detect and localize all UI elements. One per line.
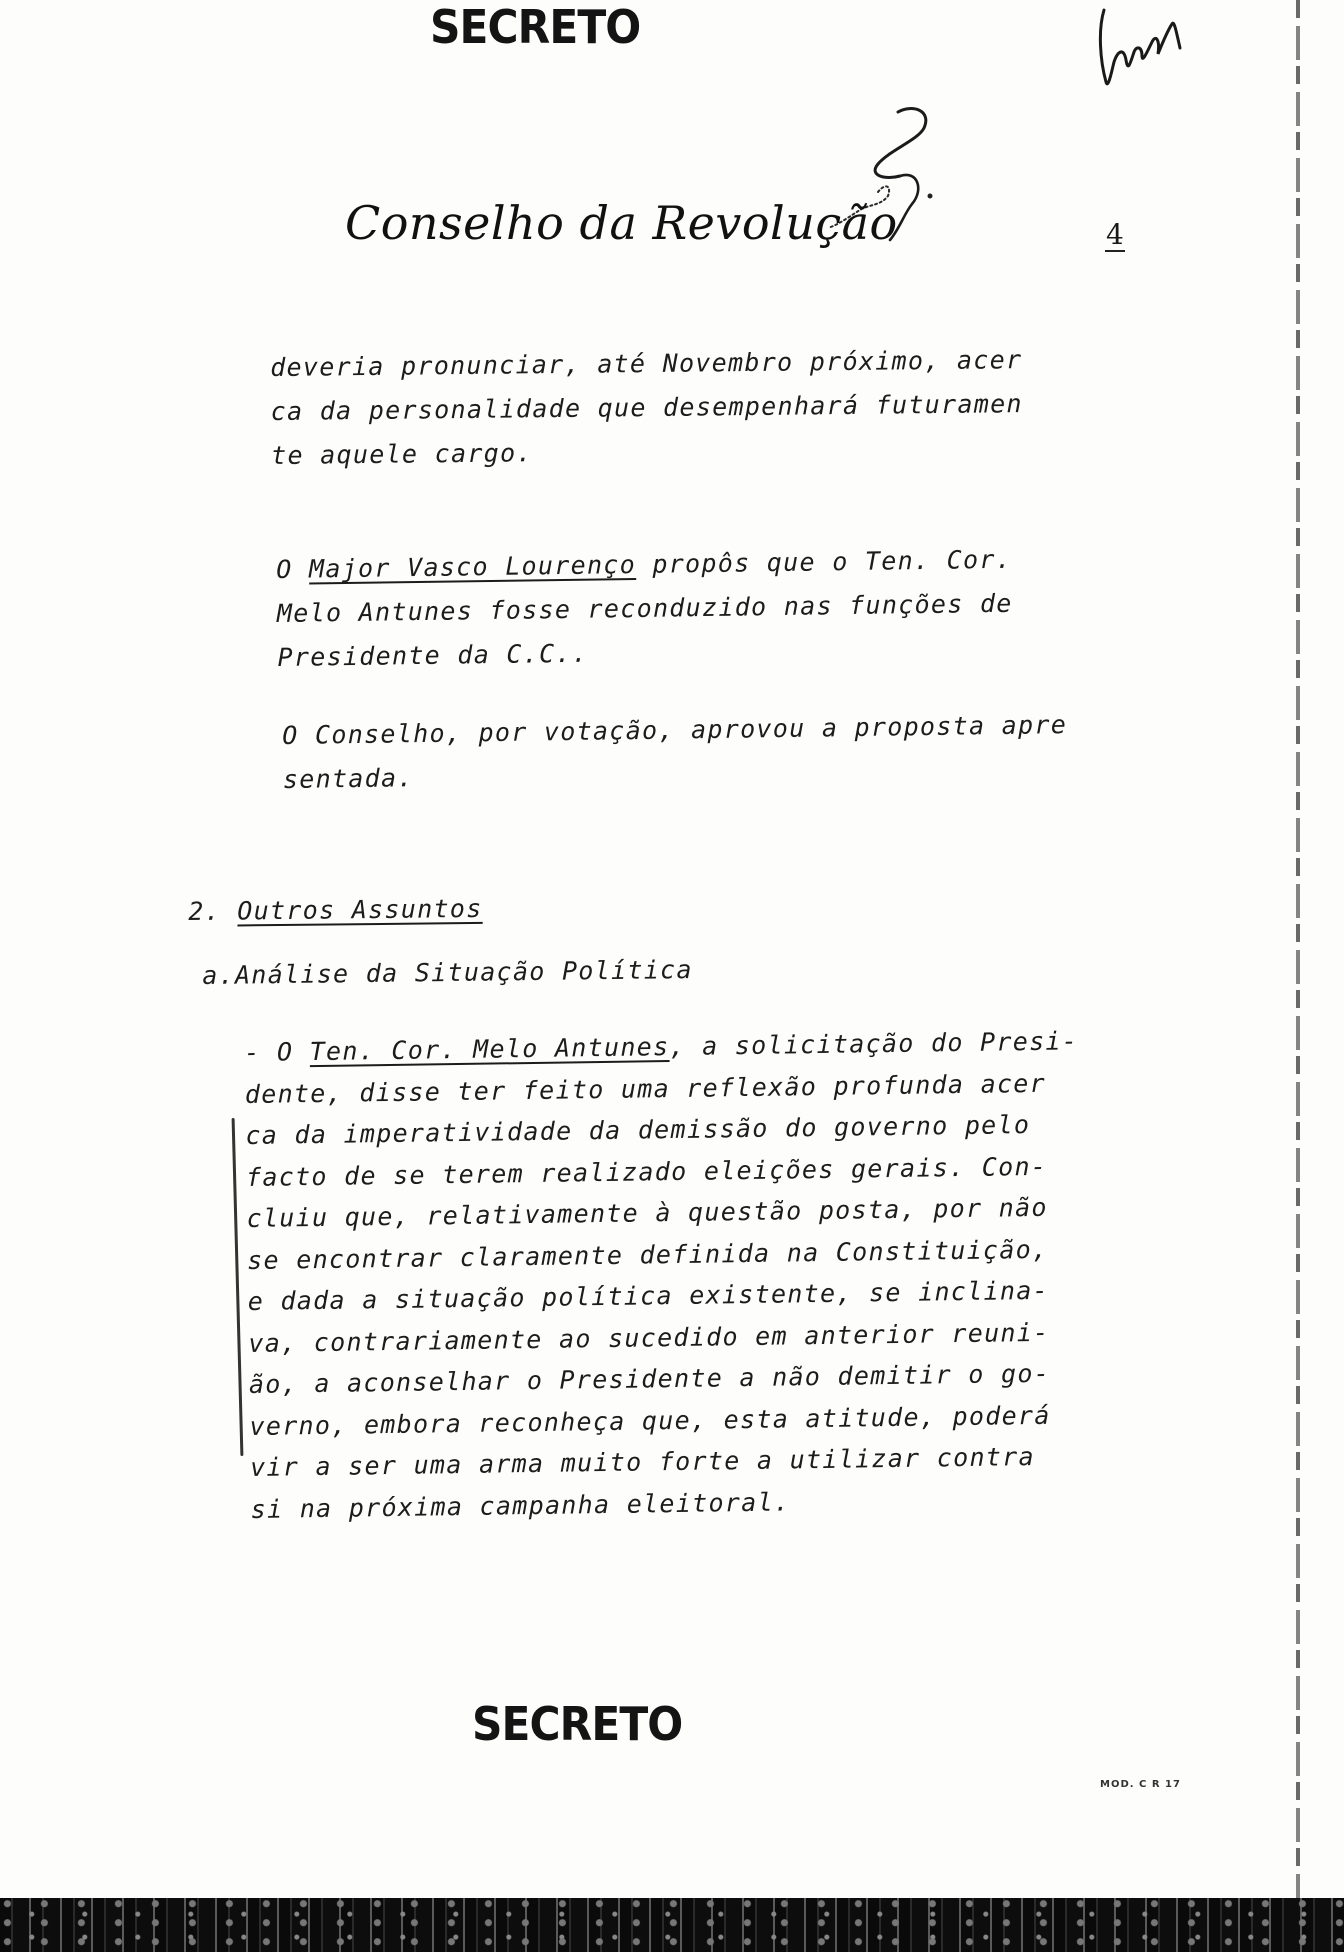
text-line: sentada. xyxy=(282,763,414,794)
text-line: a.Análise da Situação Política xyxy=(202,955,693,990)
scan-edge-artifact xyxy=(1296,0,1300,1900)
text-line: cluiu que, relativamente à questão posta, por não xyxy=(246,1192,1048,1233)
text-line: te aquele cargo. xyxy=(270,438,533,470)
form-code: MOD. C R 17 xyxy=(1100,1779,1181,1790)
text-line: si na próxima campanha eleitoral. xyxy=(250,1486,791,1524)
underlined-name: Major Vasco Lourenço xyxy=(308,549,637,584)
section-heading xyxy=(188,887,483,934)
paragraph-proposal xyxy=(276,538,1014,680)
council-letterhead: Conselho da Revolução xyxy=(345,196,898,250)
text-line: vir a ser uma arma muito forte a utilizar contra xyxy=(249,1442,1036,1482)
paragraph-analysis xyxy=(244,1020,1085,1530)
scan-bottom-noise xyxy=(0,1898,1344,1952)
handwritten-initials-signature xyxy=(1090,0,1200,110)
handwritten-margin-line xyxy=(232,1118,244,1456)
text-line: dente, disse ter feito uma reflexão profunda acer xyxy=(244,1068,1047,1109)
classification-stamp-bottom: SECRETO xyxy=(472,1697,683,1751)
text-fragment: propôs que o Ten. Cor. xyxy=(635,544,1013,579)
classification-stamp-top: SECRETO xyxy=(430,0,641,54)
text-line: va, contrariamente ao sucedido em anterior reuni- xyxy=(248,1317,1050,1358)
text-line: verno, embora reconheça que, esta atitude, poderá xyxy=(249,1400,1051,1441)
paragraph-vote xyxy=(282,703,1068,802)
page-number: 4 xyxy=(1106,218,1124,251)
text-line: deveria pronunciar, até Novembro próximo, acer xyxy=(270,345,1023,382)
text-fragment: - O xyxy=(244,1037,310,1067)
text-line: se encontrar claramente definida na Constituição, xyxy=(246,1234,1049,1275)
text-line: Presidente da C.C.. xyxy=(277,638,589,672)
text-line xyxy=(188,887,483,934)
text-line: Melo Antunes fosse reconduzido nas funções de xyxy=(276,588,1013,628)
underlined-name: Ten. Cor. Melo Antunes xyxy=(309,1032,670,1067)
section-title: Outros Assuntos xyxy=(237,893,483,926)
text-line: ão, a aconselhar o Presidente a não demitir o go- xyxy=(248,1358,1051,1399)
text-fragment: , a solicitação do Presi- xyxy=(669,1026,1079,1062)
section-number: 2. xyxy=(188,896,238,926)
text-line: facto de se terem realizado eleições gerais. Con- xyxy=(245,1151,1048,1192)
text-line: O Conselho, por votação, aprovou a proposta apre xyxy=(282,710,1068,750)
subsection-heading xyxy=(202,948,693,998)
paragraph-cargo xyxy=(270,338,1024,478)
text-line: ca da imperatividade da demissão do governo pelo xyxy=(245,1110,1031,1150)
text-line: e dada a situação política existente, se inclina- xyxy=(247,1275,1050,1316)
text-fragment: O xyxy=(276,554,310,584)
text-line: ca da personalidade que desempenhará futuramen xyxy=(270,389,1023,426)
